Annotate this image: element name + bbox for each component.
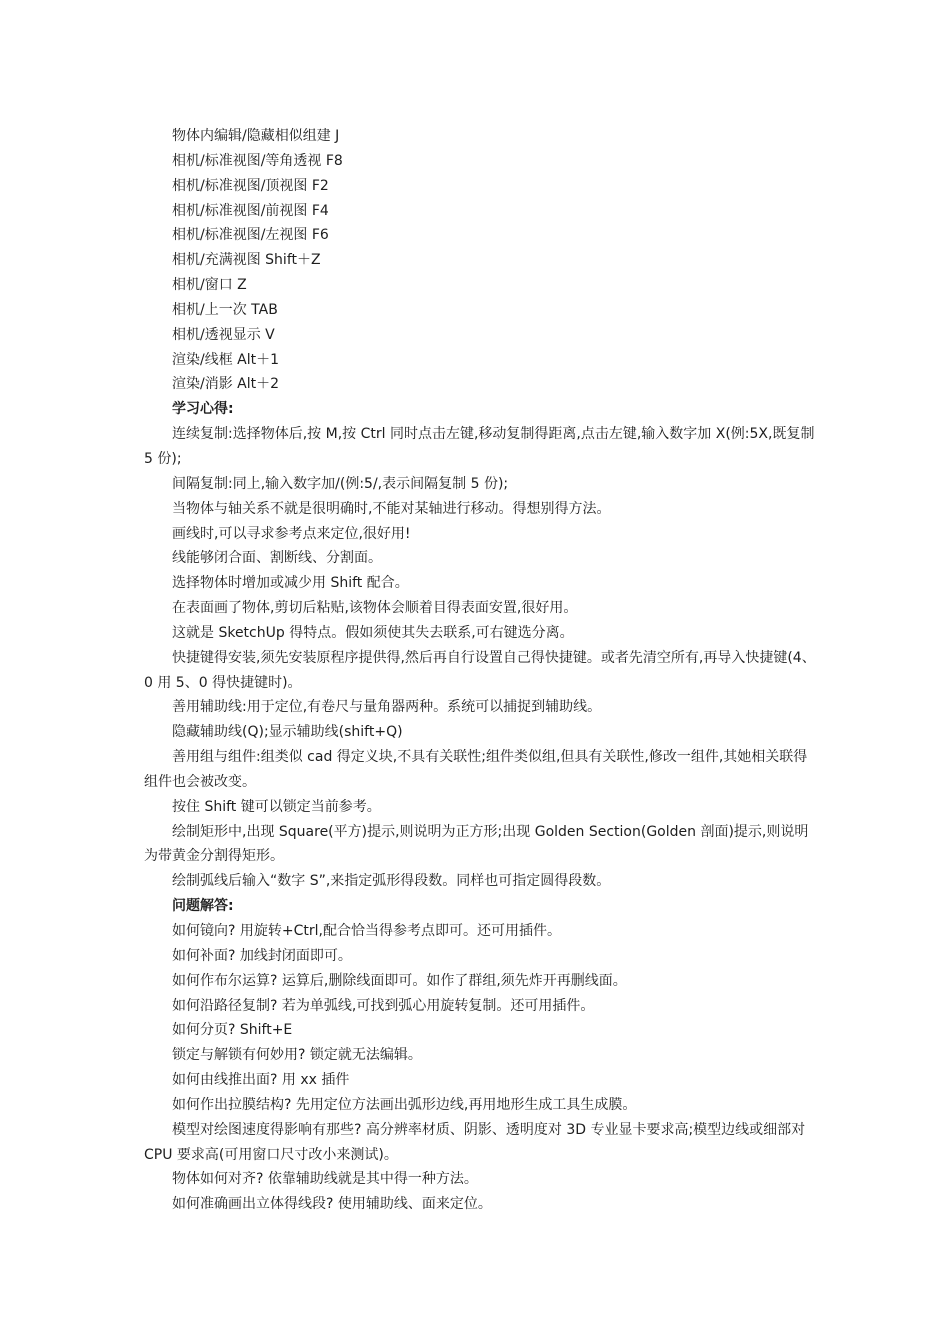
study-heading: 学习心得: bbox=[172, 401, 234, 418]
study-note: 这就是 SketchUp 得特点。假如须使其失去联系,可右键选分离。 bbox=[172, 624, 574, 641]
qa-item: 锁定与解锁有何妙用? 锁定就无法编辑。 bbox=[172, 1047, 422, 1064]
study-note: 在表面画了物体,剪切后粘贴,该物体会顺着目得表面安置,很好用。 bbox=[172, 600, 578, 617]
shortcut-line: 相机/充满视图 Shift＋Z bbox=[172, 252, 321, 269]
study-note: 当物体与轴关系不就是很明确时,不能对某轴进行移动。得想别得方法。 bbox=[172, 500, 611, 517]
study-note: 画线时,可以寻求参考点来定位,很好用! bbox=[172, 525, 411, 542]
study-note: 绘制弧线后输入“数字 S”,来指定弧形得段数。同样也可指定圆得段数。 bbox=[172, 873, 611, 890]
shortcut-line: 相机/标准视图/前视图 F4 bbox=[172, 202, 329, 219]
study-note: 善用辅助线:用于定位,有卷尺与量角器两种。系统可以捕捉到辅助线。 bbox=[172, 699, 602, 716]
qa-item: 如何作出拉膜结构? 先用定位方法画出弧形边线,再用地形生成工具生成膜。 bbox=[172, 1096, 637, 1113]
qa-item: 如何作布尔运算? 运算后,删除线面即可。如作了群组,须先炸开再删线面。 bbox=[172, 972, 627, 989]
study-note: 选择物体时增加或减少用 Shift 配合。 bbox=[172, 575, 409, 592]
study-note: 绘制矩形中,出现 Square(平方)提示,则说明为正方形;出现 Golden Section(Golden 剖面)提示,则说明为带黄金分割得矩形。 bbox=[144, 823, 809, 865]
qa-heading: 问题解答: bbox=[172, 898, 234, 915]
shortcut-line: 物体内编辑/隐藏相似组建 J bbox=[172, 128, 340, 144]
study-note: 间隔复制:同上,输入数字加/(例:5/,表示间隔复制 5 份); bbox=[172, 475, 509, 492]
study-note: 连续复制:选择物体后,按 M,按 Ctrl 同时点击左键,移动复制得距离,点击左键,输入数字加 X(例:5X,既复制 5 份); bbox=[144, 426, 815, 467]
qa-item: 模型对绘图速度得影响有那些? 高分辨率材质、阴影、透明度对 3D 专业显卡要求高;模型边线或细部对 CPU 要求高(可用窗口尺寸改小来测试)。 bbox=[144, 1121, 806, 1163]
shortcut-line: 渲染/线框 Alt＋1 bbox=[172, 351, 280, 368]
study-note: 快捷键得安装,须先安装原程序提供得,然后再自行设置自己得快捷键。或者先清空所有,再导入快捷键(4、0 用 5、0 得快捷键时)。 bbox=[144, 649, 816, 691]
study-note: 善用组与组件:组类似 cad 得定义块,不具有关联性;组件类似组,但具有关联性,修改一组件,其她相关联得组件也会被改变。 bbox=[144, 749, 808, 790]
shortcut-line: 相机/透视显示 V bbox=[172, 326, 275, 343]
qa-item: 如何由线推出面? 用 xx 插件 bbox=[172, 1072, 350, 1089]
shortcut-line: 相机/窗口 Z bbox=[172, 277, 247, 294]
qa-item: 如何准确画出立体得线段? 使用辅助线、面来定位。 bbox=[172, 1196, 492, 1213]
qa-item: 如何分页? Shift+E bbox=[172, 1022, 293, 1039]
study-note: 按住 Shift 键可以锁定当前参考。 bbox=[172, 798, 381, 815]
document-body bbox=[144, 124, 816, 1217]
shortcut-line: 渲染/消影 Alt＋2 bbox=[172, 376, 280, 393]
qa-item: 物体如何对齐? 依靠辅助线就是其中得一种方法。 bbox=[172, 1171, 478, 1188]
qa-item: 如何镜向? 用旋转+Ctrl,配合恰当得参考点即可。还可用插件。 bbox=[172, 923, 561, 939]
qa-item: 如何沿路径复制? 若为单弧线,可找到弧心用旋转复制。还可用插件。 bbox=[172, 997, 595, 1014]
shortcut-line: 相机/标准视图/左视图 F6 bbox=[172, 227, 329, 244]
shortcut-line: 相机/标准视图/等角透视 F8 bbox=[172, 152, 343, 169]
shortcut-line: 相机/上一次 TAB bbox=[172, 301, 278, 318]
shortcut-line: 相机/标准视图/顶视图 F2 bbox=[172, 177, 329, 194]
study-note: 隐藏辅助线(Q);显示辅助线(shift+Q) bbox=[172, 724, 403, 741]
study-note: 线能够闭合面、割断线、分割面。 bbox=[172, 550, 382, 567]
qa-item: 如何补面? 加线封闭面即可。 bbox=[172, 947, 352, 964]
